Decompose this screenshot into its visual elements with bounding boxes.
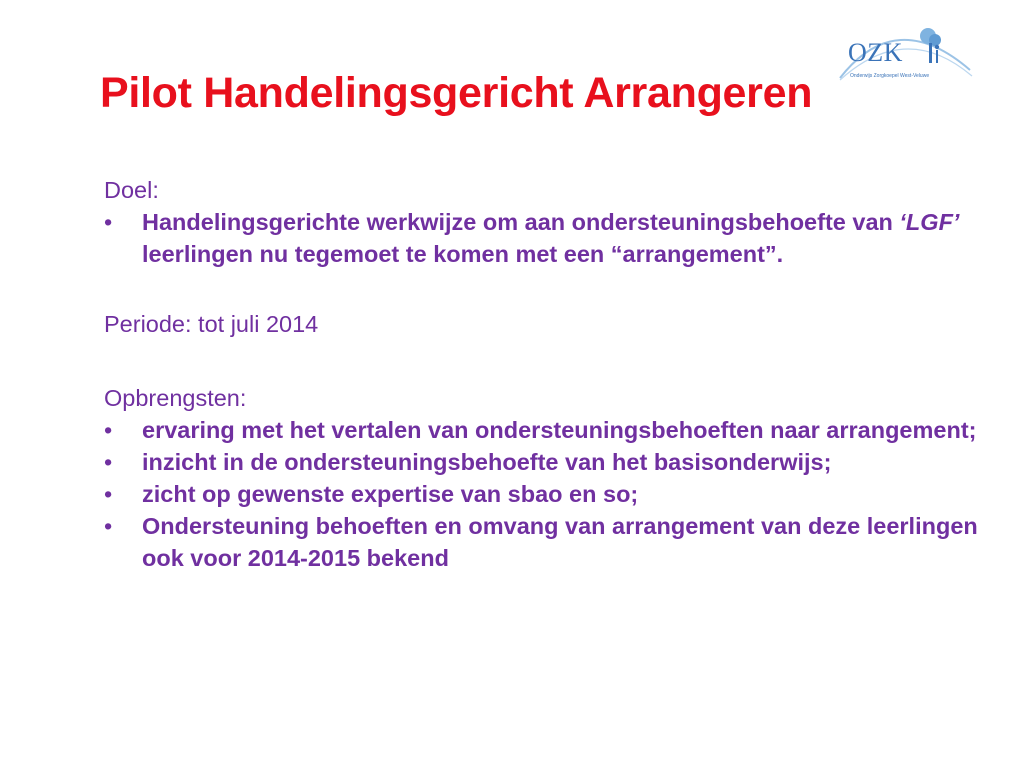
bullet-icon: • — [104, 513, 113, 539]
opbrengsten-item — [104, 414, 1016, 446]
spacer — [104, 270, 1016, 308]
bullet-icon: • — [104, 449, 113, 475]
spacer — [104, 340, 1016, 382]
doel-list — [104, 206, 1016, 270]
slide-body — [104, 174, 1016, 574]
opbrengsten-item-text: ervaring met het vertalen van ondersteuningsbehoeften naar arrangement; — [142, 417, 977, 443]
doel-bullet — [104, 206, 1016, 270]
logo-tagline: Onderwijs Zorgkoepel West-Veluwe — [850, 73, 930, 79]
doel-text-part2: leerlingen nu tegemoet te komen met een “arrangement”. — [142, 241, 784, 267]
opbrengsten-list — [104, 414, 1016, 574]
opbrengsten-item-text: Ondersteuning behoeften en omvang van arrangement van deze leerlingen ook voor 2014-2015 bekend — [142, 513, 978, 571]
doel-text-part1: Handelingsgerichte werkwijze om aan ondersteuningsbehoefte van — [142, 209, 900, 235]
logo-wordmark: OZK — [848, 38, 903, 67]
doel-heading: Doel: — [104, 177, 159, 203]
opbrengsten-item-text: zicht op gewenste expertise van sbao en so; — [142, 481, 639, 507]
opbrengsten-item — [104, 446, 1016, 478]
opbrengsten-item — [104, 478, 1016, 510]
ozk-logo — [836, 18, 976, 93]
bullet-icon: • — [104, 209, 113, 235]
opbrengsten-heading: Opbrengsten: — [104, 385, 247, 411]
bullet-icon: • — [104, 481, 113, 507]
periode-line: Periode: tot juli 2014 — [104, 311, 319, 337]
doel-text-emphasis: ‘LGF’ — [899, 209, 960, 235]
slide-title: Pilot Handelingsgericht Arrangeren — [100, 69, 813, 117]
opbrengsten-item-text: inzicht in de ondersteuningsbehoefte van het basisonderwijs; — [142, 449, 832, 475]
bullet-icon: • — [104, 417, 113, 443]
opbrengsten-item — [104, 510, 1016, 574]
